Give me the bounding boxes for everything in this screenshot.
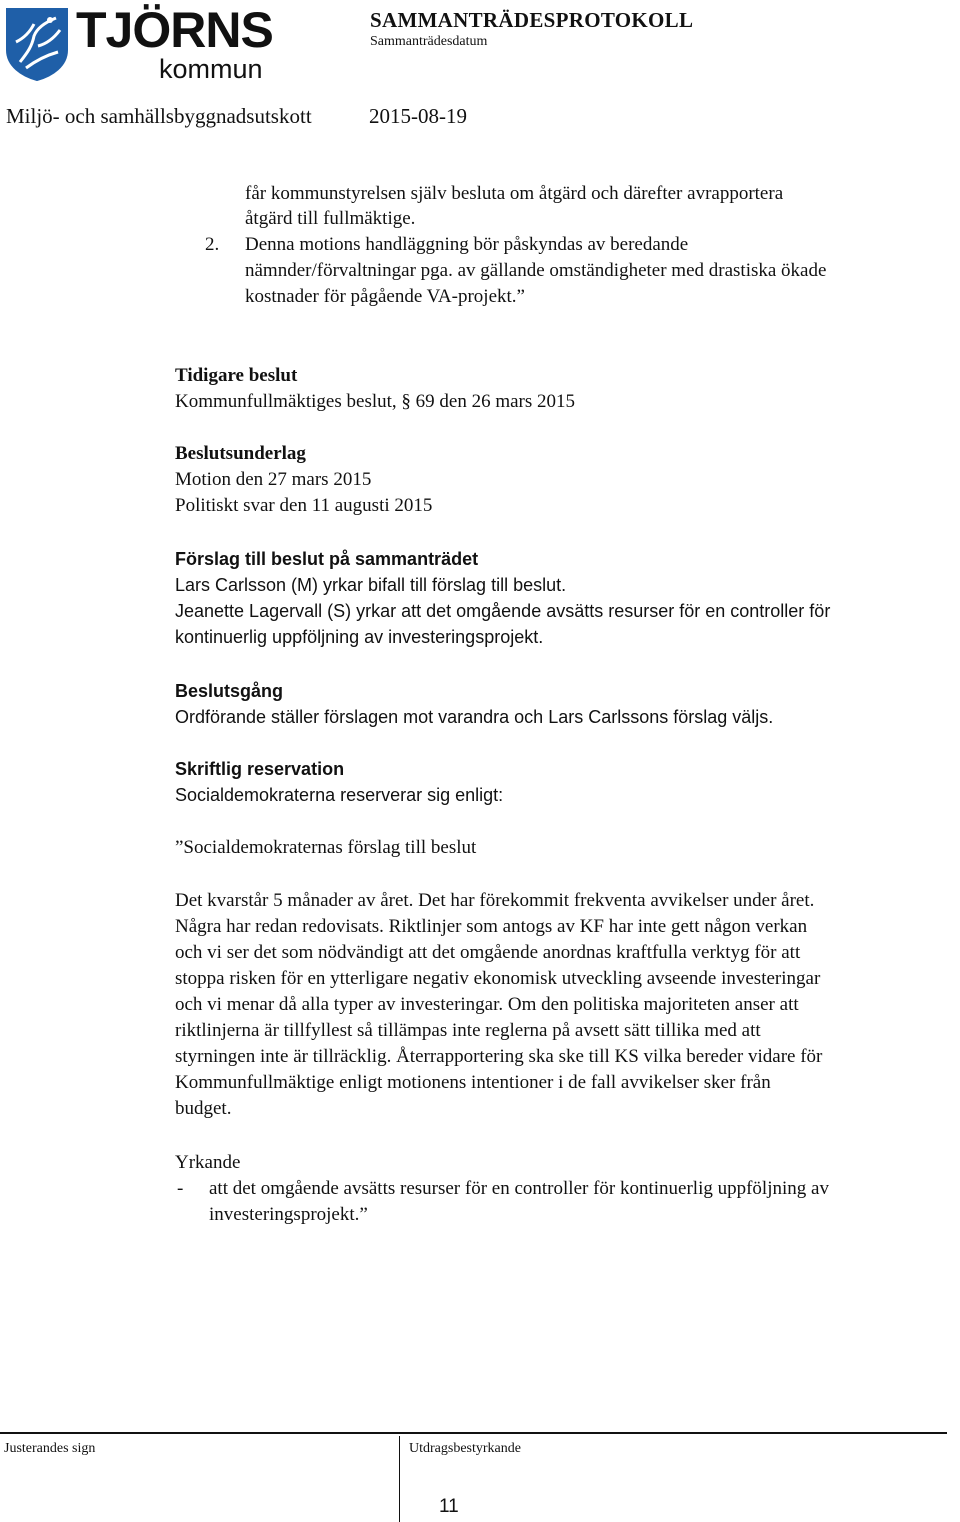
committee-name: Miljö- och samhällsbyggnadsutskott: [6, 104, 312, 128]
section-text: kontinuerlig uppföljning av investeringsprojekt.: [175, 627, 544, 647]
section-text: Ordförande ställer förslagen mot varandra och Lars Carlssons förslag väljs.: [175, 707, 774, 727]
list-dash: -: [177, 1178, 184, 1199]
meeting-date: 2015-08-19: [369, 104, 467, 128]
section-heading: Tidigare beslut: [175, 365, 298, 386]
quote-line: riktlinjerna är tillfyllest så tillämpas inte reglerna på avsett sätt tillika med att: [175, 1020, 761, 1041]
municipal-crest-icon: [4, 6, 70, 82]
list-number: 2.: [205, 234, 220, 255]
justerandes-sign-label: Justerandes sign: [4, 1441, 96, 1456]
document-title: SAMMANTRÄDESPROTOKOLL: [370, 8, 694, 32]
quote-line: stoppa risken för en ytterligare negativ ekonomisk utveckling avseende investeringar: [175, 968, 821, 989]
section-text: att det omgående avsätts resurser för en controller för kontinuerlig uppföljning av: [209, 1178, 829, 1199]
intro-line: kostnader för pågående VA-projekt.”: [245, 286, 525, 307]
section-text: Lars Carlsson (M) yrkar bifall till förslag till beslut.: [175, 575, 567, 595]
section-text: Kommunfullmäktiges beslut, § 69 den 26 mars 2015: [175, 391, 576, 412]
footer-vertical-divider: [399, 1436, 400, 1522]
section-text: Politiskt svar den 11 augusti 2015: [175, 495, 433, 516]
section-heading: Beslutsunderlag: [175, 443, 306, 464]
quote-line: styrningen inte är tillräcklig. Återrapportering ska ske till KS vilka bereder vidare för: [175, 1046, 823, 1067]
section-heading: Beslutsgång: [175, 681, 284, 701]
quote-line: Kommunfullmäktige enligt motionens intentioner i de fall avvikelser sker från: [175, 1072, 771, 1093]
section-text: Socialdemokraterna reserverar sig enligt:: [175, 785, 504, 805]
section-text: Motion den 27 mars 2015: [175, 469, 372, 490]
logo-wordmark: TJÖRNS: [76, 2, 273, 58]
section-heading: Yrkande: [175, 1152, 241, 1173]
quote-line: Några har redan redovisats. Riktlinjer som antogs av KF har inte gett någon verkan: [175, 916, 808, 937]
logo-subtitle: kommun: [159, 54, 263, 84]
quote-line: Det kvarstår 5 månader av året. Det har förekommit frekventa avvikelser under året.: [175, 890, 815, 911]
intro-line: Denna motions handläggning bör påskyndas av beredande: [245, 234, 689, 255]
section-heading: Skriftlig reservation: [175, 759, 345, 779]
quote-line: och vi menar då alla typer av investeringar. Om den politiska majoriteten anser att: [175, 994, 799, 1015]
document-subtitle: Sammanträdesdatum: [370, 34, 488, 49]
intro-line: nämnder/förvaltningar pga. av gällande omständigheter med drastiska ökade: [245, 260, 827, 281]
section-text: investeringsprojekt.”: [209, 1204, 368, 1225]
section-text: Jeanette Lagervall (S) yrkar att det omgående avsätts resurser för en controller för: [175, 601, 831, 621]
quote-line: och vi ser det som nödvändigt att det omgående anordnas kraftfulla verktyg för att: [175, 942, 801, 963]
utdragsbestyrkande-label: Utdragsbestyrkande: [409, 1441, 521, 1456]
intro-line: får kommunstyrelsen själv besluta om åtgärd och därefter avrapportera: [245, 183, 784, 204]
intro-line: åtgärd till fullmäktige.: [245, 208, 416, 229]
quote-line: budget.: [175, 1098, 232, 1119]
footer-divider: [0, 1432, 947, 1434]
page-number: 11: [439, 1496, 459, 1517]
section-heading: Förslag till beslut på sammanträdet: [175, 549, 479, 569]
quote-heading: ”Socialdemokraternas förslag till beslut: [175, 837, 477, 858]
